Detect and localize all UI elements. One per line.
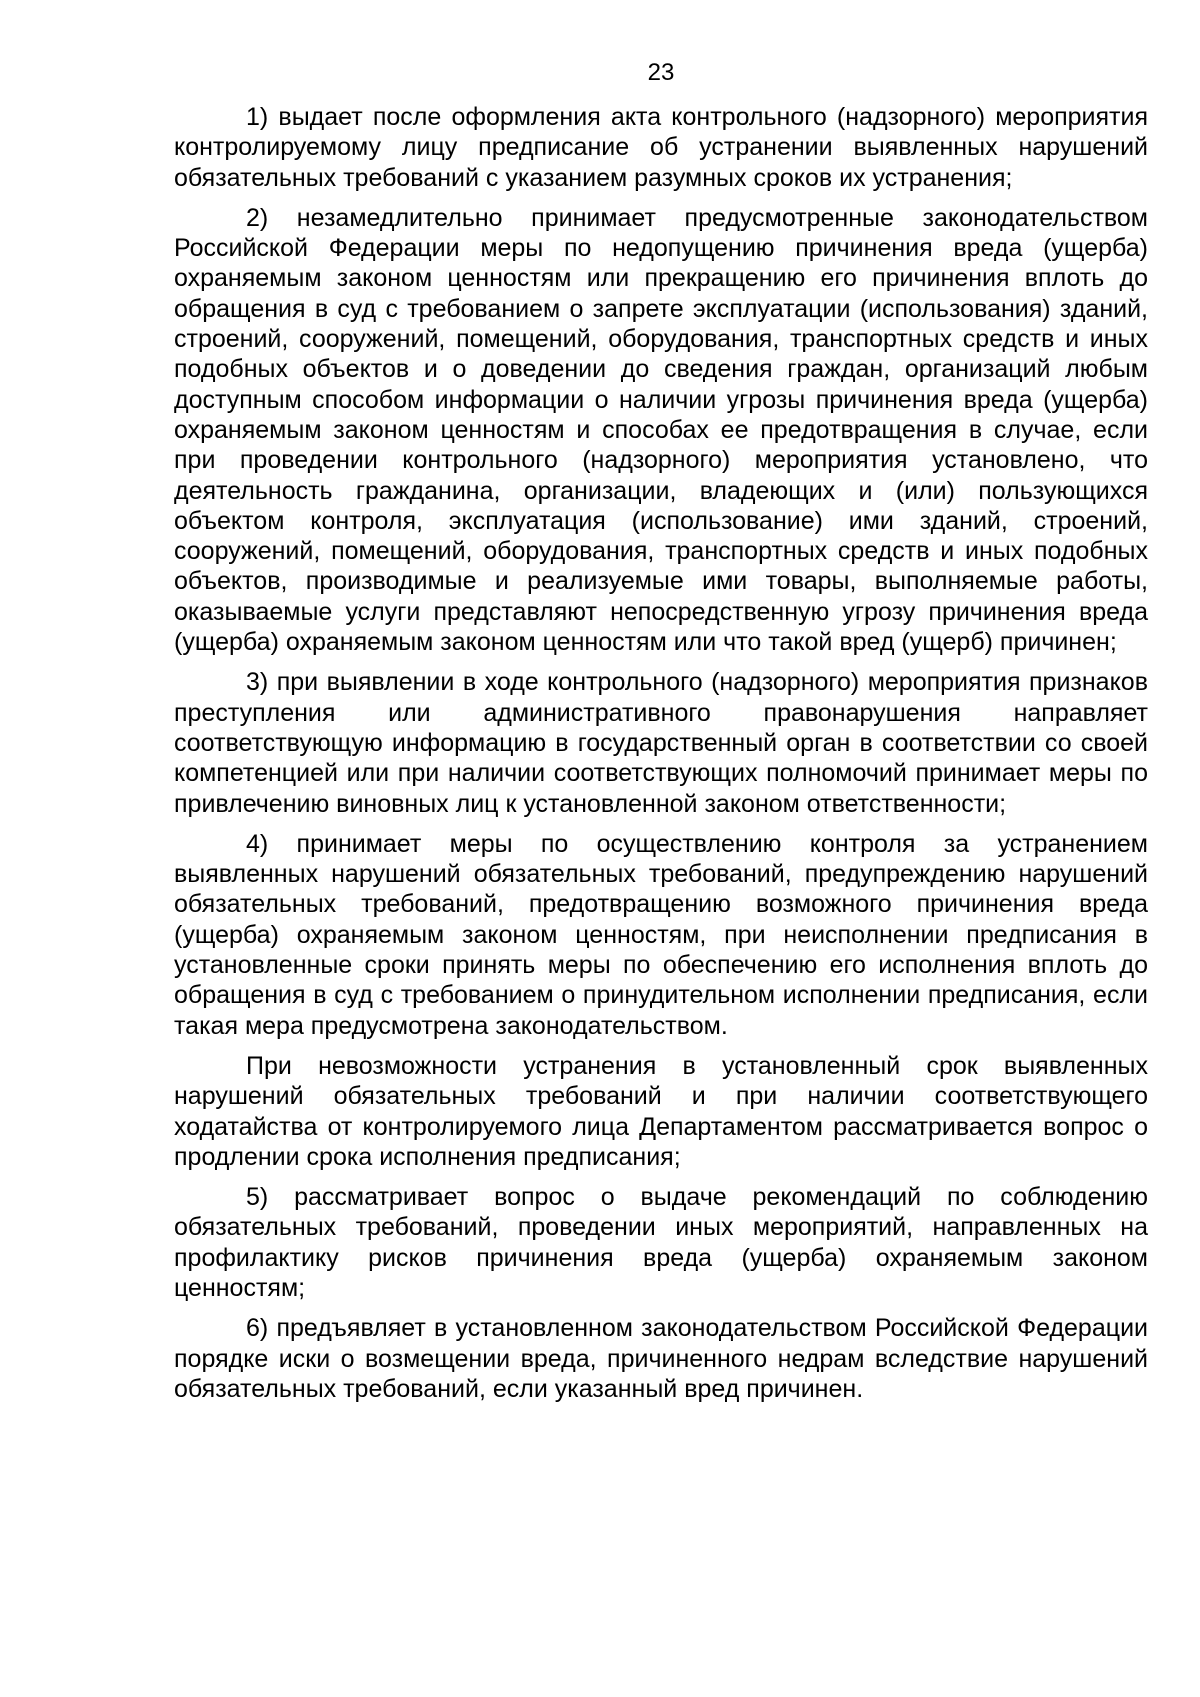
paragraph-item-3: 3) при выявлении в ходе контрольного (надзорного) мероприятия признаков преступления или административного правонарушения направляет соответствующую информацию в государственный орган в соответствии со своей компетенцией или при наличии соответствующих полномочий принимает меры по привлечению виновных лиц к установленной законом ответственности; xyxy=(174,668,1148,818)
page-number: 23 xyxy=(647,59,675,86)
paragraph-item-6: 6) предъявляет в установленном законодательством Российской Федерации порядке иски о возмещении вреда, причиненного недрам вследствие нарушений обязательных требований, если указанный вред причинен. xyxy=(174,1314,1148,1403)
paragraph-item-1: 1) выдает после оформления акта контрольного (надзорного) мероприятия контролируемому лицу предписание об устранении выявленных нарушений обязательных требований с указанием разумных сроков их устранения; xyxy=(174,103,1148,192)
paragraph-item-5: 5) рассматривает вопрос о выдаче рекомендаций по соблюдению обязательных требований, проведении иных мероприятий, направленных на профилактику рисков причинения вреда (ущерба) охраняемым законом ценностям; xyxy=(174,1183,1148,1302)
paragraph-item-2: 2) незамедлительно принимает предусмотренные законодательством Российской Федерации меры по недопущению причинения вреда (ущерба) охраняемым законом ценностям или прекращению его причинения вплоть до обращения в суд с требованием о запрете эксплуатации (использования) зданий, строений, сооружений, помещений, оборудования, транспортных средств и иных подобных объектов и о доведении до сведения граждан, организаций любым доступным способом информации о наличии угрозы причинения вреда (ущерба) охраняемым законом ценностям и способах ее предотвращения в случае, если при проведении контрольного (надзорного) мероприятия установлено, что деятельность гражданина, организации, владеющих и (или) пользующихся объектом контроля, эксплуатация (использование) ими зданий, строений, сооружений, помещений, оборудования, транспортных средств и иных подобных объектов, производимые и реализуемые ими товары, выполняемые работы, оказываемые услуги представляют непосредственную угрозу причинения вреда (ущерба) охраняемым законом ценностям или что такой вред (ущерб) причинен; xyxy=(174,203,1148,657)
paragraph-item-4: 4) принимает меры по осуществлению контроля за устранением выявленных нарушений обязательных требований, предупреждению нарушений обязательных требований, предотвращению возможного причинения вреда (ущерба) охраняемым законом ценностям, при неисполнении предписания в установленные сроки принять меры по обеспечению его исполнения вплоть до обращения в суд с требованием о принудительном исполнении предписания, если такая мера предусмотрена законодательством. xyxy=(174,829,1148,1040)
paragraph-extension-note: При невозможности устранения в установленный срок выявленных нарушений обязательных требований и при наличии соответствующего ходатайства от контролируемого лица Департаментом рассматривается вопрос о продлении срока исполнения предписания; xyxy=(174,1051,1148,1171)
document-page xyxy=(174,58,1148,1414)
